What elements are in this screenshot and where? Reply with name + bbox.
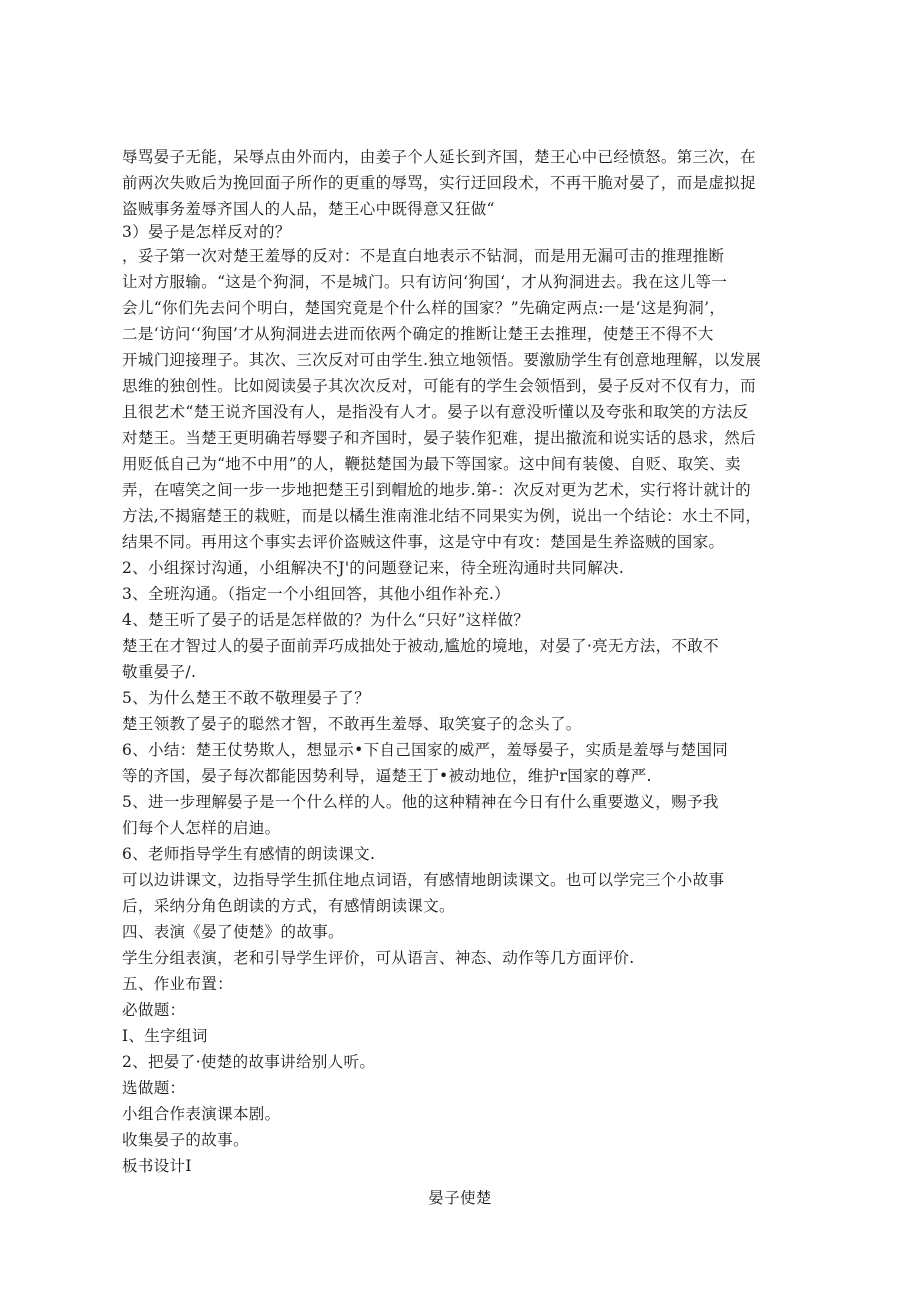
text-line: 且很艺术“楚王说齐国没有人，是指没有人才。晏子以有意没听懂以及夸张和取笑的方法反: [122, 403, 749, 421]
text-line: 等的齐国，晏子每次都能因势利导，逼楚王丁•被动地位，维护r国家的尊严.: [122, 767, 652, 785]
text-line: 可以边讲课文，边指导学生抓住地点词语，有感情地朗读课文。也可以学完三个小故事: [122, 871, 725, 889]
text-line: 结果不同。再用这个事实去评价盗贼这件事，这是守中有攻：楚国是生养盗贼的国家。: [122, 533, 725, 551]
text-line: 盗贼事务羞辱齐国人的人品，楚王心中既得意又狂做“: [122, 200, 495, 218]
text-line: 方法,不揭寤楚王的栽赃，而是以橘生淮南淮北结不同果实为例，说出一个结论：水土不同，: [122, 507, 762, 525]
text-line: 思维的独创性。比如阅读晏子其次次反对，可能有的学生会领悟到，晏子反对不仅有力，而: [122, 377, 757, 395]
text-line: ，妥子第一次对楚王羞辱的反对：不是直白地表示不钻洞，而是用无漏可击的推理推断: [122, 247, 725, 265]
text-line: 2、小组探讨沟通，小组解决不J'的问题登记来，待全班沟通时共同解决.: [122, 559, 625, 577]
text-line: 们每个人怎样的启迪。: [122, 819, 281, 837]
text-line: 板书设计I: [122, 1157, 192, 1175]
text-line: 学生分组表演，老和引导学生评价，可从语言、神态、动作等几方面评价.: [122, 949, 635, 967]
text-line: 四、表演《晏了使楚》的故事。: [122, 923, 344, 941]
text-line: 2、把晏了·使楚的故事讲给别人听。: [122, 1053, 376, 1071]
text-line: 对楚王。当楚王更明确若辱婴子和齐国时，晏子装作犯难，提出撤流和说实话的恳求，然后: [122, 429, 757, 447]
text-line: 3）晏子是怎样反对的？: [122, 223, 291, 241]
text-line: 二是‘访问‘‘狗国’才从狗洞进去进而依两个确定的推断让楚王去推理，使楚王不得不大: [122, 325, 714, 343]
text-line: 4、楚王听了晏子的话是怎样做的？为什么“只好”这样做？: [122, 611, 530, 629]
text-line: 3、全班沟通。（指定一个小组回答，其他小组作补充.）: [122, 585, 511, 603]
text-line: 5、为什么楚王不敢不敬理晏子了？: [122, 689, 370, 707]
text-line: 弄，在嘻笑之间一步一步地把楚王引到帽尬的地步.第-：次反对更为艺术，实行将计就计的: [122, 481, 752, 499]
text-line: 敬重晏子/.: [122, 663, 197, 681]
text-line: 小组合作表演课本剧。: [122, 1105, 281, 1123]
text-line: 前两次失败后为挽回面子所作的更重的辱骂，实行迂回段术，不再干脆对晏了，而是虚拟捉: [122, 174, 757, 192]
text-line: 用贬低自己为“地不中用”的人，鞭挞楚国为最下等国家。这中间有装傻、自贬、取笑、卖: [122, 455, 741, 473]
text-line: 选做题：: [122, 1079, 186, 1097]
text-line: 楚王领教了晏子的聪然才智，不敢再生羞辱、取笑宴子的念头了。: [122, 715, 582, 733]
text-line: 辱骂晏子无能，呆辱点由外而内，由姜子个人延长到齐国，楚王心中已经愤怒。第三次，在: [122, 148, 757, 166]
text-line: 收集晏子的故事。: [122, 1131, 249, 1149]
text-line: 会儿“你们先去问个明白，楚国究竟是个什么样的国家？”先确定两点:一是‘这是狗洞’，: [122, 299, 726, 317]
text-line: 开城门迎接理子。其次、三次反对可由学生.独立地领悟。要激励学生有创意地理解，以发展: [122, 351, 762, 369]
text-line: 楚王在才智过人的晏子面前弄巧成拙处于被动,尴尬的境地，对晏了·亮无方法，不敢不: [122, 637, 720, 655]
text-line: 6、小结：楚王仗势欺人，想显示•下自己国家的威严，羞辱晏子，实质是羞辱与楚国同: [122, 741, 729, 759]
board-heading: 晏子使楚: [428, 1189, 492, 1207]
text-line: 6、老师指导学生有感情的朗读课文.: [122, 845, 376, 863]
text-line: 后，采纳分角色朗读的方式，有感情朗读课文。: [122, 897, 455, 915]
text-line: 必做题：: [122, 1001, 186, 1019]
text-line: 让对方服输。“这是个狗洞，不是城门。只有访问‘狗国‘，才从狗洞进去。我在这儿等一: [122, 273, 728, 291]
text-line: 五、作业布置：: [122, 975, 233, 993]
text-line: 5、进一步理解晏子是一个什么样的人。他的这种精神在今日有什么重要遨义，赐予我: [122, 793, 719, 811]
text-line: I、生字组词: [122, 1027, 208, 1045]
